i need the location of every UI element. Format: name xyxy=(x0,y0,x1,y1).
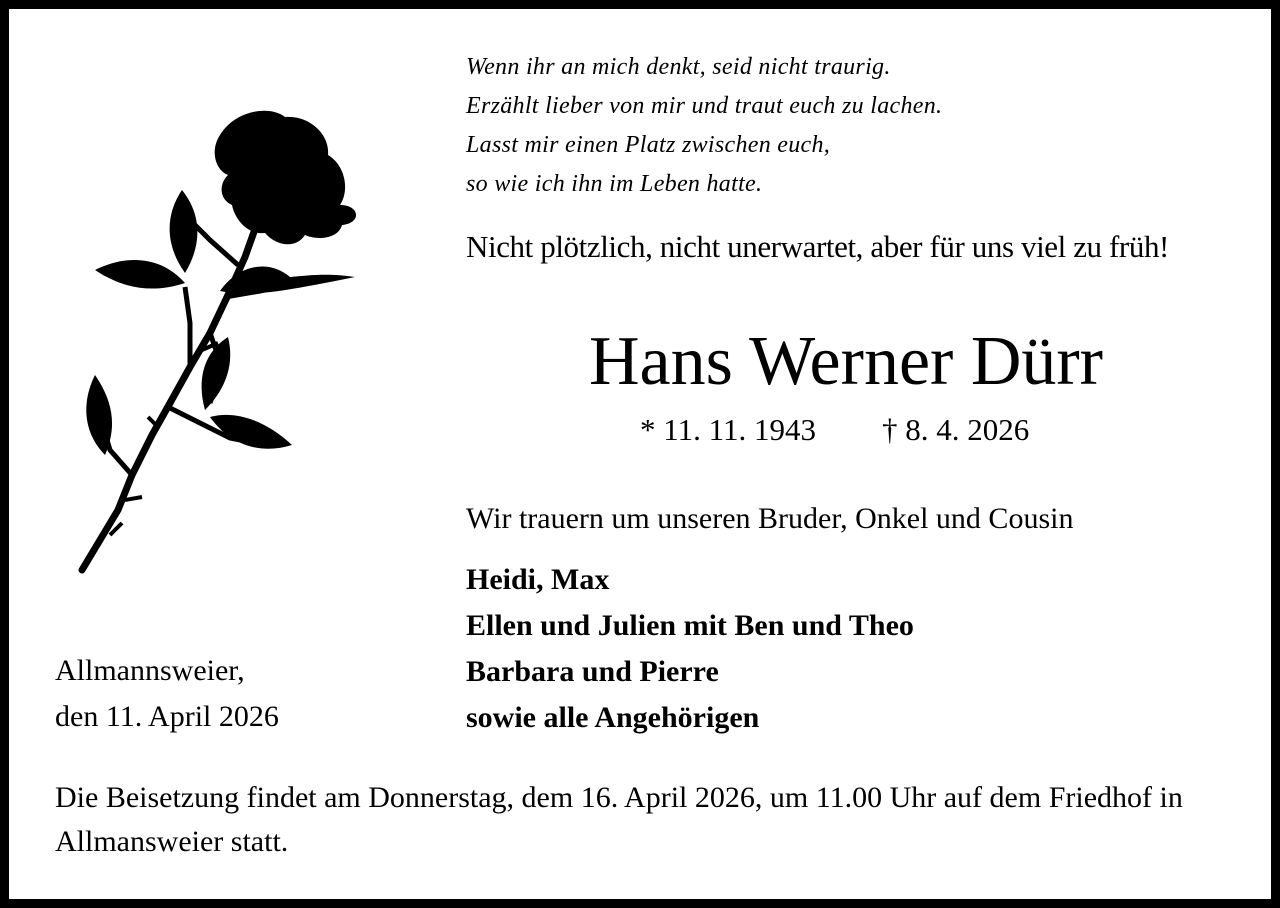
life-dates xyxy=(640,412,1029,448)
death-date: † 8. 4. 2026 xyxy=(881,412,1030,447)
family-list xyxy=(466,557,914,741)
mourning-text: Wir trauern um unseren Bruder, Onkel und Cousin xyxy=(466,502,1074,535)
place-date xyxy=(55,648,279,740)
family-member: sowie alle Angehörigen xyxy=(466,701,760,734)
family-member: Barbara und Pierre xyxy=(466,655,719,688)
family-member: Heidi, Max xyxy=(466,563,610,596)
tagline: Nicht plötzlich, nicht unerwartet, aber für uns viel zu früh! xyxy=(466,229,1169,264)
funeral-notice: Die Beisetzung findet am Donnerstag, dem 16. April 2026, um 11.00 Uhr auf dem Friedhof in Allmansweier statt. xyxy=(55,781,1183,858)
deceased-name: Hans Werner Dürr xyxy=(589,323,1103,400)
poem-line: Wenn ihr an mich denkt, seid nicht traurig. xyxy=(466,54,891,80)
poem xyxy=(466,48,942,204)
birth-date: * 11. 11. 1943 xyxy=(640,412,816,447)
poem-line: so wie ich ihn im Leben hatte. xyxy=(466,171,763,197)
poem-line: Lasst mir einen Platz zwischen euch, xyxy=(466,132,831,158)
family-member: Ellen und Julien mit Ben und Theo xyxy=(466,609,914,642)
rose-icon xyxy=(70,105,370,585)
poem-line: Erzählt lieber von mir und traut euch zu lachen. xyxy=(466,93,943,119)
date: den 11. April 2026 xyxy=(55,700,279,733)
place: Allmannsweier, xyxy=(55,654,245,687)
